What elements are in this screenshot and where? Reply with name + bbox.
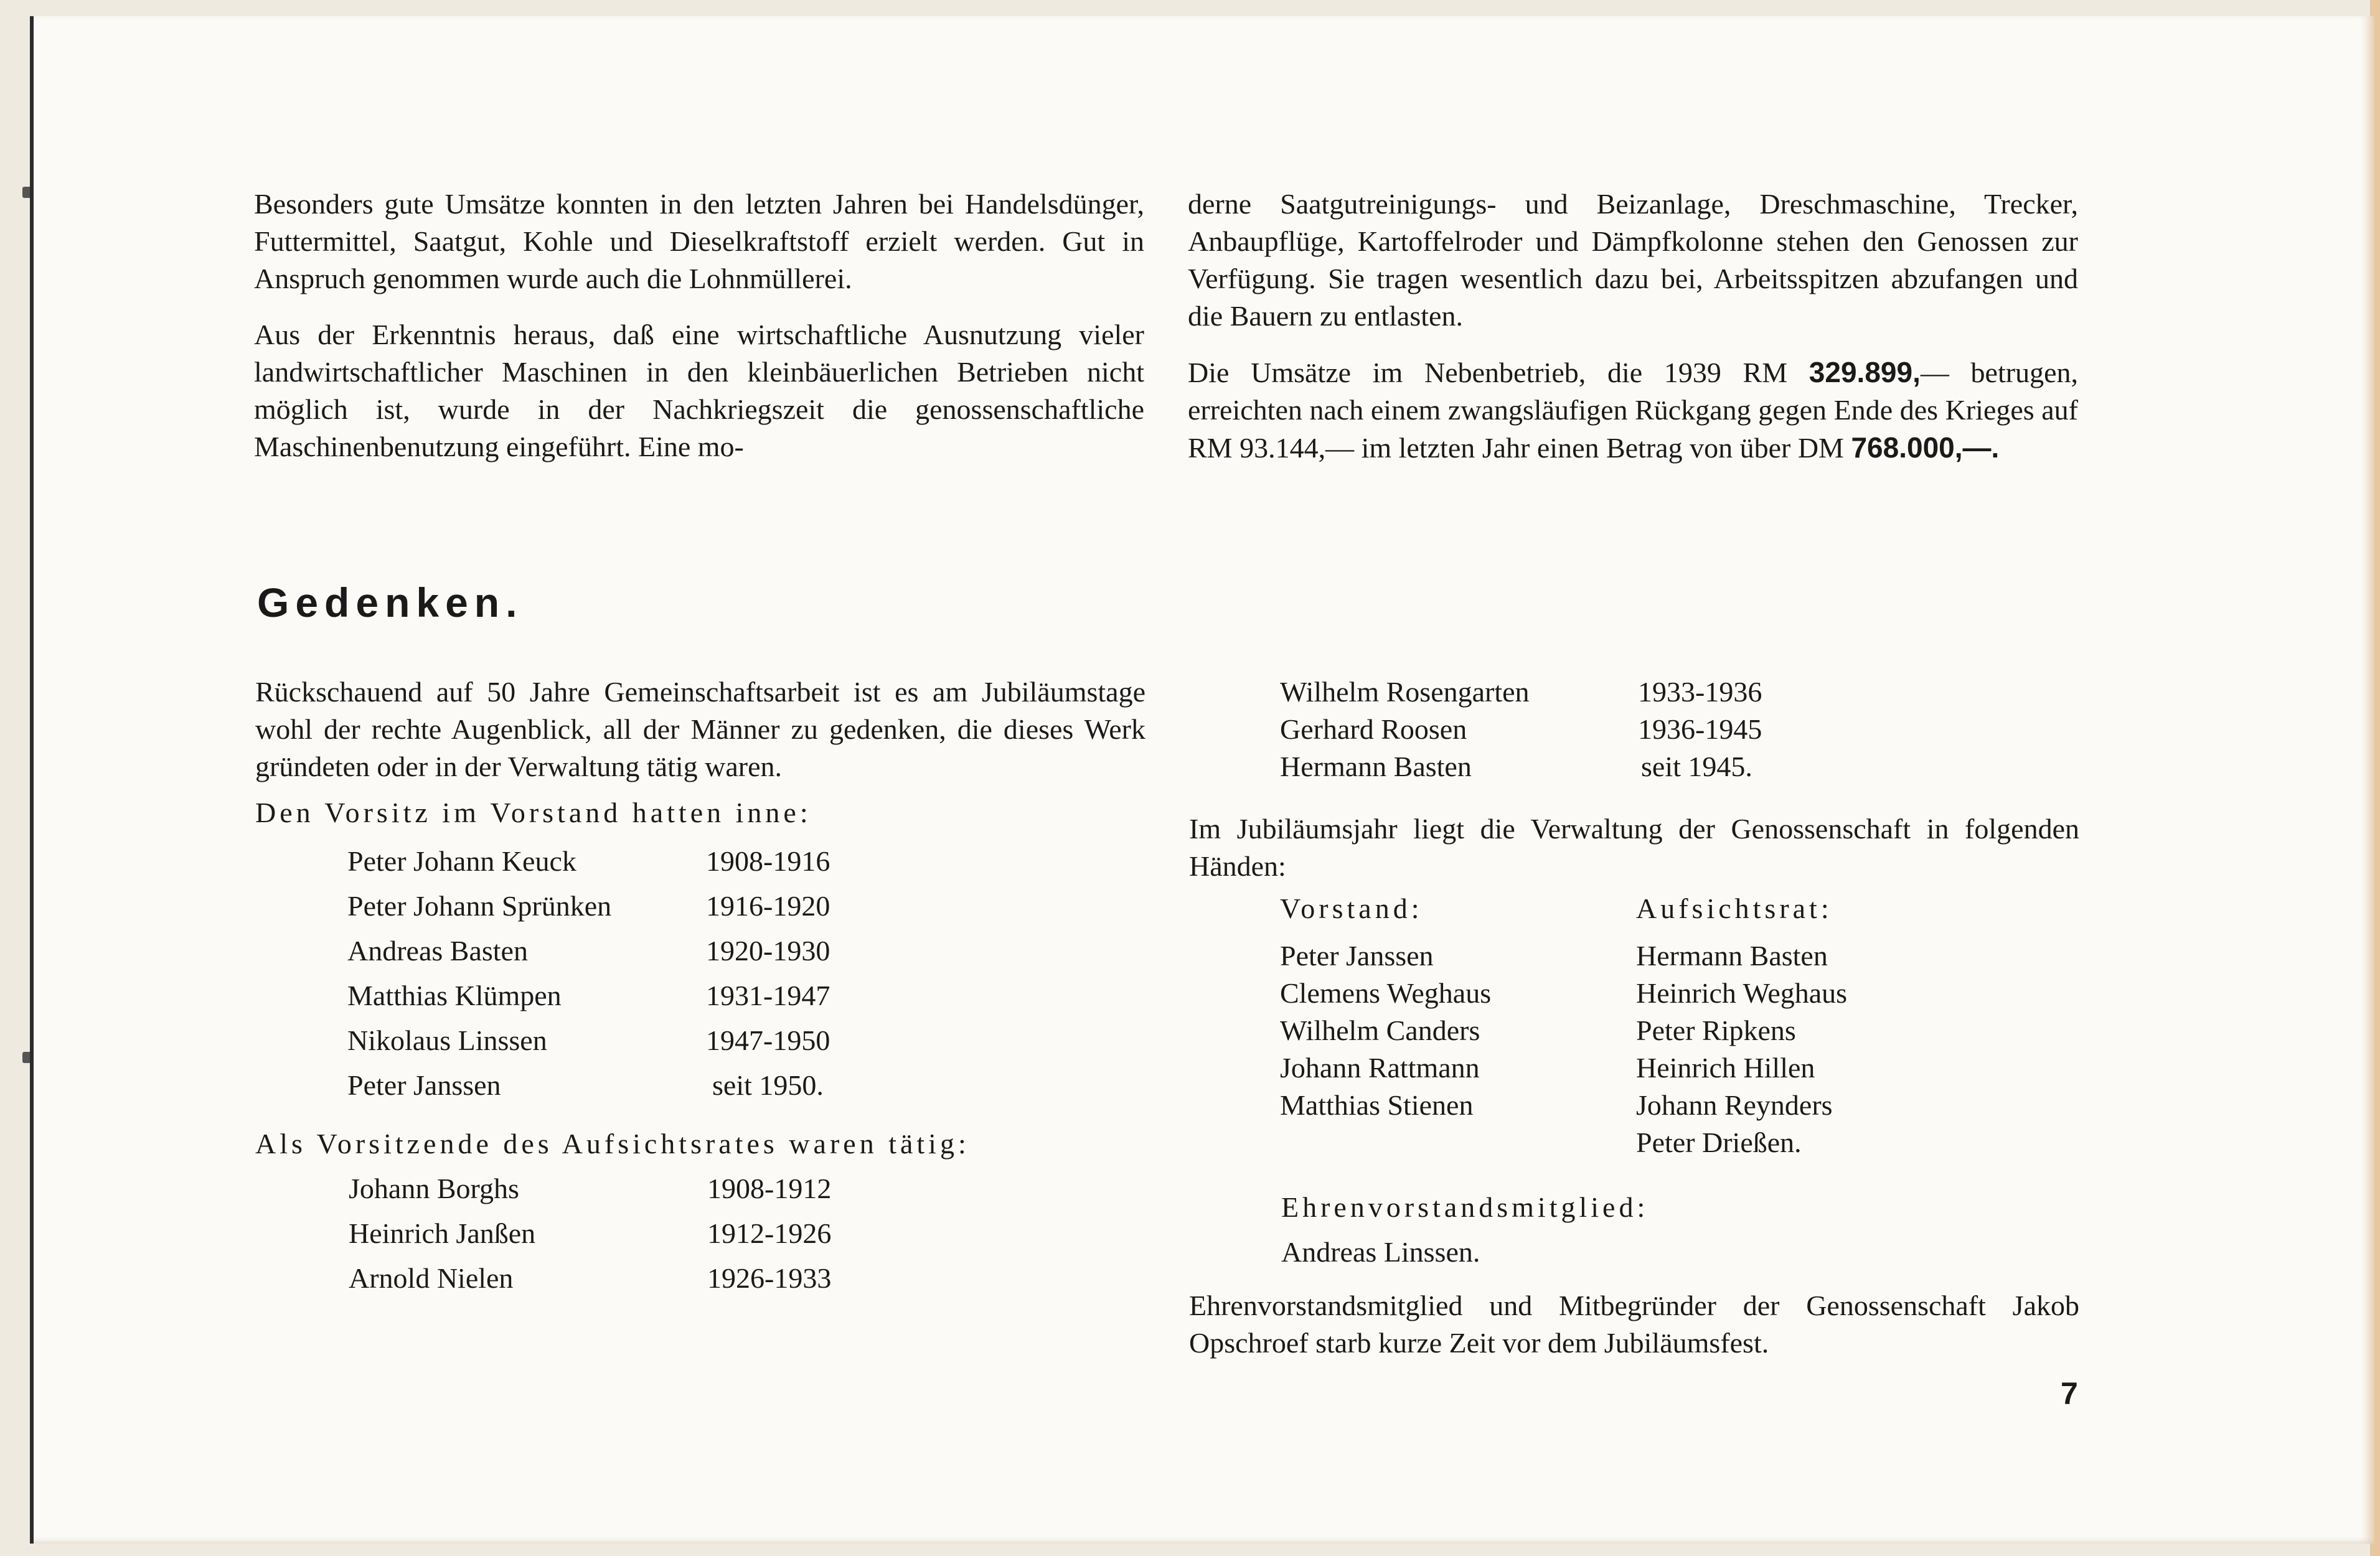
person-name: Hermann Basten	[1280, 751, 1472, 782]
aufsicht-list	[255, 1166, 1145, 1301]
years: 1920-1930	[706, 935, 830, 967]
person-name: Matthias Klümpen	[347, 980, 562, 1011]
vorstand-column	[1280, 890, 1636, 1161]
list-item	[347, 839, 1145, 884]
member-name: Peter Ripkens	[1636, 1015, 1796, 1046]
person-name: Arnold Nielen	[349, 1262, 514, 1294]
top-right-column	[1188, 185, 2078, 485]
person-name: Gerhard Roosen	[1280, 713, 1467, 745]
aufsichtsrat-heading: Aufsichtsrat:	[1636, 893, 1833, 924]
years: 1926-1933	[707, 1262, 832, 1294]
member-name: Johann Rattmann	[1280, 1052, 1480, 1084]
member-name: Wilhelm Canders	[1280, 1015, 1480, 1046]
text-part: — betrugen, erreichten nach einem zwangsläufigen Rückgang gegen Ende des Krieges auf RM 93.144,— im letzten Jahr einen Betrag von über DM	[1188, 357, 2078, 464]
closing-paragraph: Ehrenvorstandsmitglied und Mitbegründer der Genossenschaft Jakob Opschroef starb kurze Zeit vor dem Jubiläumsfest.	[1189, 1290, 2079, 1359]
years: 1908-1916	[706, 845, 830, 877]
years: 1912-1926	[707, 1217, 832, 1249]
paragraph: derne Saatgutreinigungs- und Beizanlage, Dreschmaschine, Trecker, Anbaupflüge, Kartoffelroder und Dämpfkolonne stehen den Genossen zur Verfügung. Sie tragen wesentlich dazu bei, Arbeitsspitzen abzufangen und die Bauern zu entlasten.	[1188, 188, 2078, 332]
list-item	[349, 1166, 1145, 1211]
person-name: Wilhelm Rosengarten	[1280, 676, 1530, 708]
paragraph: Besonders gute Umsätze konnten in den letzten Jahren bei Handelsdünger, Futtermittel, Saatgut, Kohle und Dieselkraftstoff erzielt werden. Gut in Anspruch genommen wurde auch die Lohnmüllerei.	[254, 188, 1144, 294]
list-item	[347, 973, 1145, 1018]
intro-paragraph: Rückschauend auf 50 Jahre Gemeinschaftsarbeit ist es am Jubiläumstage wohl der rechte Augenblick, all der Männer zu gedenken, die dieses Werk gründeten oder in der Verwaltung tätig waren.	[255, 676, 1145, 782]
verwaltung-intro: Im Jubiläumsjahr liegt die Verwaltung der Genossenschaft in folgenden Händen:	[1189, 813, 2079, 882]
member-name: Matthias Stienen	[1280, 1089, 1474, 1121]
list-item	[1280, 748, 2079, 785]
person-name: Johann Borghs	[349, 1173, 519, 1204]
verwaltung-columns	[1189, 890, 2079, 1161]
list-item	[349, 1211, 1145, 1256]
amount-bold: 329.899,	[1809, 356, 1921, 388]
person-name: Peter Johann Keuck	[347, 845, 576, 877]
person-name: Nikolaus Linssen	[347, 1024, 547, 1056]
bottom-right-column	[1189, 673, 2079, 1380]
member-name: Peter Janssen	[1280, 940, 1434, 972]
list-item	[1280, 711, 2079, 748]
member-name: Heinrich Weghaus	[1636, 977, 1848, 1009]
member-name: Hermann Basten	[1636, 940, 1828, 972]
years: 1936-1945	[1638, 713, 1762, 745]
aufsichtsrat-column	[1636, 890, 1847, 1161]
ehren-heading: Ehrenvorstandsmitglied:	[1281, 1191, 1649, 1223]
years: seit 1950.	[712, 1069, 824, 1101]
person-name: Peter Janssen	[347, 1069, 501, 1101]
bottom-left-column	[255, 673, 1145, 1315]
list-item	[347, 1063, 1145, 1108]
member-name: Johann Reynders	[1636, 1089, 1833, 1121]
person-name: Heinrich Janßen	[349, 1217, 536, 1249]
vorsitz-heading: Den Vorsitz im Vorstand hatten inne:	[255, 797, 812, 828]
member-name: Peter Drießen.	[1636, 1127, 1802, 1158]
list-item	[347, 884, 1145, 929]
aufsicht-heading: Als Vorsitzende des Aufsichtsrates waren tätig:	[255, 1128, 970, 1160]
aufsicht-list-continued	[1189, 673, 2079, 785]
paragraph-umsaetze	[1188, 354, 2078, 467]
amount-bold: 768.000,—.	[1851, 431, 2000, 464]
years: 1908-1912	[707, 1173, 832, 1204]
years: 1947-1950	[706, 1024, 830, 1056]
years: seit 1945.	[1641, 751, 1752, 782]
member-name: Clemens Weghaus	[1280, 977, 1492, 1009]
years: 1916-1920	[706, 890, 830, 922]
person-name: Peter Johann Sprünken	[347, 890, 612, 922]
list-item	[1280, 673, 2079, 711]
paragraph: Aus der Erkenntnis heraus, daß eine wirtschaftliche Ausnutzung vieler landwirtschaftlicher Maschinen in den kleinbäuerlichen Betrieben nicht möglich ist, wurde in der Nachkriegszeit die genossenschaftliche Maschinenbenutzung eingeführt. Eine mo-	[254, 319, 1144, 462]
list-item	[349, 1256, 1145, 1301]
top-left-column	[254, 185, 1144, 484]
person-name: Andreas Basten	[347, 935, 528, 967]
list-item	[347, 1018, 1145, 1063]
years: 1931-1947	[706, 980, 830, 1011]
vorsitz-list	[255, 839, 1145, 1108]
member-name: Heinrich Hillen	[1636, 1052, 1815, 1084]
list-item	[347, 929, 1145, 973]
vorstand-heading: Vorstand:	[1280, 893, 1423, 924]
ehren-name: Andreas Linssen.	[1281, 1236, 1480, 1268]
text-part: Die Umsätze im Nebenbetrieb, die 1939 RM	[1188, 357, 1809, 388]
page-number: 7	[2061, 1376, 2078, 1411]
years: 1933-1936	[1638, 676, 1762, 708]
section-heading: Gedenken.	[257, 579, 524, 626]
